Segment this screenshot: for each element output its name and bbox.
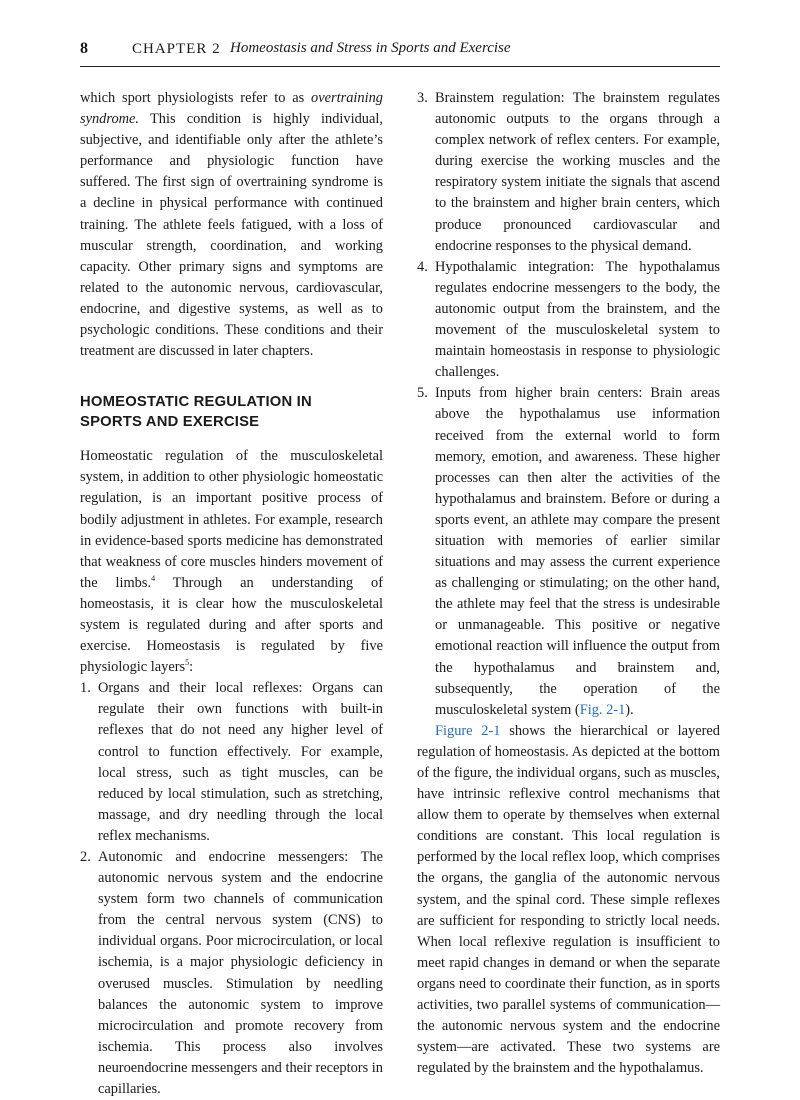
list-item	[417, 383, 720, 721]
list-text: Hypothalamic integration: The hypothalamus regulates endocrine messengers to the body, the autonomic output from the brainstem, and the movement of the musculoskeletal system to maintain homeostasis in response to physiologic challenges.	[435, 258, 720, 381]
text-span: Through an understanding of homeostasis, it is clear how the musculoskeletal system is regulated during and after sports and exercise. Homeostasis is regulated by five physiologic layers	[80, 574, 384, 676]
layer-list-continued	[417, 88, 720, 721]
paragraph-overtraining	[80, 88, 383, 362]
list-number: 2.	[80, 849, 91, 865]
citation-superscript: 5	[185, 658, 190, 668]
section-heading	[80, 392, 383, 432]
list-item	[417, 257, 720, 384]
chapter-label: CHAPTER 2	[132, 41, 221, 57]
paragraph-homeostatic-regulation	[80, 446, 383, 678]
heading-line: HOMEOSTATIC REGULATION IN	[80, 394, 312, 411]
list-text: Autonomic and endocrine messengers: The autonomic nervous system and the endocrine system form two channels of communication from the central nervous system (CNS) to individual organs. Poor microcirculation, or local ischemia, is a major physiologic deficiency in overused muscles. Stimulation by needling balances the autonomic system to improve microcirculation and promote recovery from ischemia. This process also involves neuroendocrine messengers and their receptors in capillaries.	[98, 849, 383, 1098]
left-column	[80, 88, 383, 1100]
list-number: 5.	[417, 385, 428, 402]
text-span: :	[189, 659, 194, 676]
heading-line: SPORTS AND EXERCISE	[80, 414, 260, 431]
list-text: Inputs from higher brain centers: Brain areas above the hypothalamus use information received from the external world to form memory, emotion, and awareness. These higher processes can then alter the activities of the hypothalamus and brainstem. Before or during a sports event, an athlete may compare the present situation with memories of earlier similar situations and may assess the current experience as challenging or stimulating; on the other hand, the athlete may feel that the stress is undesirable or unmanageable. This positive or negative emotional reaction will influence the output from the hypothalamus and brainstem and, subsequently, the operation of the musculoskeletal system (	[435, 385, 720, 718]
list-text: ).	[625, 701, 634, 718]
right-column	[417, 88, 720, 1079]
layer-list	[80, 678, 383, 1100]
list-item	[80, 847, 383, 1100]
page-number: 8	[80, 40, 88, 57]
list-text: Organs and their local reflexes: Organs can regulate their own functions with built-in reflexes that do not need any higher level of control to function effectively. For example, local stress, such as tight muscles, can be reduced by local stimulation, such as stretching, massage, and dry needling through the local reflex mechanisms.	[98, 680, 383, 844]
list-text: Brainstem regulation: The brainstem regulates autonomic outputs to the organs through a complex network of reflex centers. For example, during exercise the working muscles and the respiratory system initiate the signals that ascend to the brainstem and higher brain centers, which produce pronounced cardiovascular and endocrine responses to the physical demand.	[435, 90, 720, 254]
citation-superscript: 4	[151, 573, 156, 583]
figure-link[interactable]: Figure 2-1	[435, 722, 501, 739]
list-item	[417, 88, 720, 257]
text-span: This condition is highly individual, subjective, and identifiable only after the athlete’s performance and physiologic function have suffered. The first sign of overtraining syndrome is a decline in physical performance with continued training. The athlete feels fatigued, with a loss of muscular strength, coordination, and working capacity. Other primary signs and symptoms are related to the autonomic nervous, cardiovascular, endocrine, and digestive systems, as well as to psychologic conditions. These conditions and their treatment are discussed in later chapters.	[80, 111, 383, 360]
list-number: 1.	[80, 680, 91, 697]
text-span: Homeostatic regulation of the musculoskeletal system, in addition to other physiologic homeostatic regulation, is an important positive process of bodily adjustment in athletes. For example, research in evidence-based sports medicine has demonstrated that weakness of core muscles hinders movement of the limbs.	[80, 448, 383, 591]
chapter-title: Homeostasis and Stress in Sports and Exercise	[230, 40, 511, 56]
text-span: shows the hierarchical or layered regulation of homeostasis. As depicted at the bottom of the figure, the individual organs, such as muscles, have intrinsic reflexive control mechanisms that allow them to operate by themselves when external conditions are constant. This local regulation is performed by the local reflex loop, which comprises the organs, the ganglia of the autonomic nervous system, and the spinal cord. These simple reflexes are sufficient for responding to strictly local needs. When local reflexive regulation is insufficient to meet rapid changes in demand or when the separate organs need to coordinate their function, as in sports activities, two parallel systems of communication—the autonomic nervous system and the endocrine system—are activated. These two systems are regulated by the brainstem and the hypothalamus.	[417, 722, 720, 1077]
running-header	[80, 38, 720, 67]
list-number: 3.	[417, 90, 428, 106]
text-span: which sport physiologists refer to as	[80, 90, 312, 106]
figure-link[interactable]: Fig. 2-1	[579, 701, 626, 718]
emphasis-term: overtraining syndrome.	[80, 90, 383, 128]
paragraph-figure-description	[417, 721, 720, 1080]
list-number: 4.	[417, 258, 428, 275]
list-item	[80, 678, 383, 847]
